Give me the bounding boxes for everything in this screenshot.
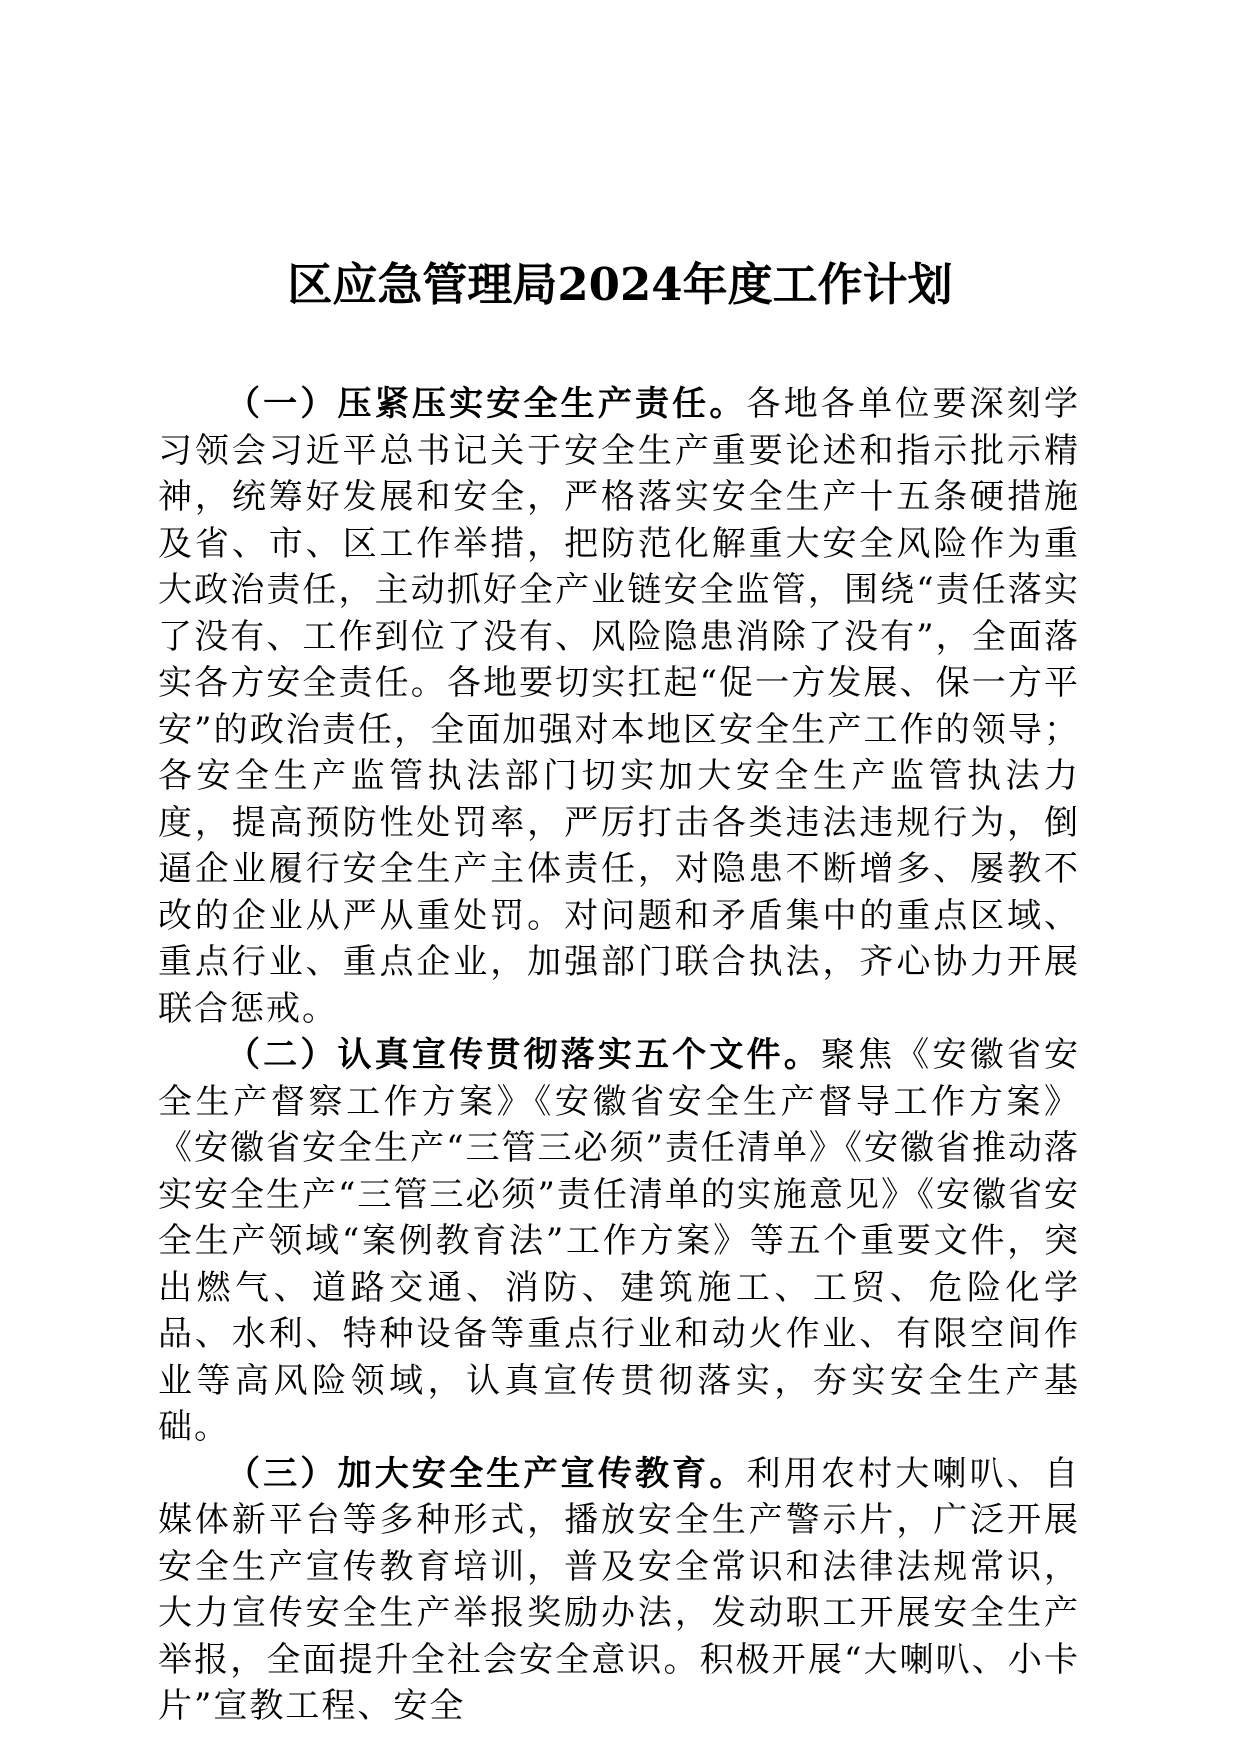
section-text-2: 聚焦《安徽省安全生产督察工作方案》《安徽省安全生产督导工作方案》《安徽省安全生产“三管三必须”责任清单》《安徽省推动落实安全生产“三管三必须”责任清单的实施意见》《安徽省安全生产领域“案例教育法”工作方案》等五个重要文件，突出燃气、道路交通、消防、建筑施工、工贸、危险化学品、水利、特种设备等重点行业和动火作业、有限空间作业等高风险领域，认真宣传贯彻落实，夯实安全生产基础。 — [158, 1035, 1081, 1447]
section-heading-2: （二）认真宣传贯彻落实五个文件。 — [226, 1035, 821, 1075]
document-body — [158, 381, 1080, 1730]
section-heading-3: （三）加大安全生产宣传教育。 — [226, 1453, 747, 1494]
section-paragraph-3 — [158, 1451, 1080, 1730]
section-text-3: 利用农村大喇叭、自媒体新平台等多种形式，播放安全生产警示片，广泛开展安全生产宣传教育培训，普及安全常识和法律法规常识，大力宣传安全生产举报奖励办法，发动职工开展安全生产举报，全面提升全社会安全意识。积极开展“大喇叭、小卡片”宣教工程、安全 — [158, 1453, 1081, 1726]
section-heading-1: （一）压紧压实安全生产责任。 — [226, 384, 747, 424]
section-paragraph-2 — [158, 1032, 1080, 1451]
section-text-1: 各地各单位要深刻学习领会习近平总书记关于安全生产重要论述和指示批示精神，统筹好发展和安全，严格落实安全生产十五条硬措施及省、市、区工作举措，把防范化解重大安全风险作为重大政治责任，主动抓好全产业链安全监管，围绕“责任落实了没有、工作到位了没有、风险隐患消除了没有”，全面落实各方安全责任。各地要切实扛起“促一方发展、保一方平安”的政治责任，全面加强对本地区安全生产工作的领导；各安全生产监管执法部门切实加大安全生产监管执法力度，提高预防性处罚率，严厉打击各类违法违规行为，倒逼企业履行安全生产主体责任，对隐患不断增多、屡教不改的企业从严从重处罚。对问题和矛盾集中的重点区域、重点行业、重点企业，加强部门联合执法，齐心协力开展联合惩戒。 — [158, 384, 1081, 1029]
document-title: 区应急管理局2024年度工作计划 — [287, 258, 953, 311]
section-paragraph-1 — [158, 381, 1080, 1032]
